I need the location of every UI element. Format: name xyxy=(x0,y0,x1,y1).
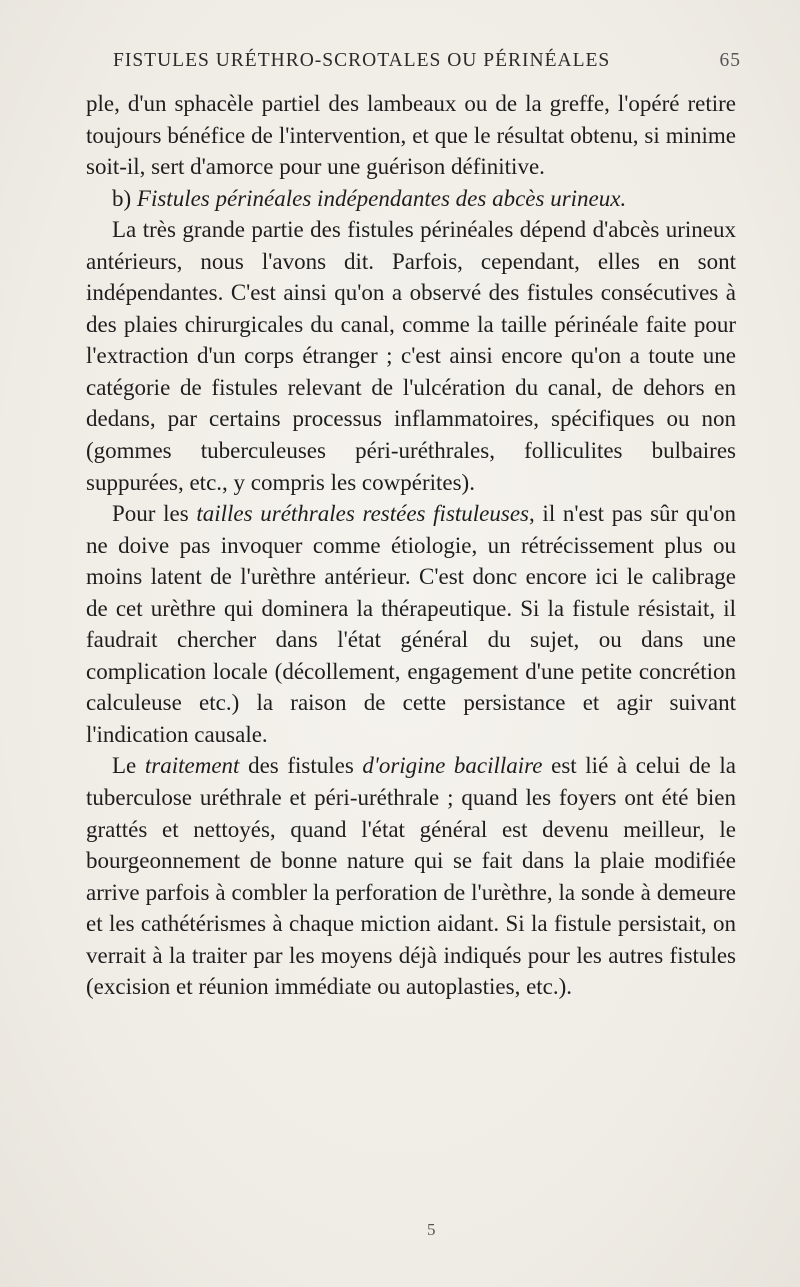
paragraph-text: Pour les xyxy=(112,501,197,527)
section-title: Fistules périnéales indépendantes des abcès urineux. xyxy=(136,185,627,211)
paragraph-text: est lié à celui de la tuberculose uréthrale et péri-uréthrale ; quand les foyers ont été bien grattés et nettoyés, quand l'état général est devenu meilleur, le bourgeonnement de bonne nature qui se fait dans la plaie modifiée arrive parfois à combler la perforation de l'urèthre, la sonde à demeure et les cathétérismes à chaque miction aidant. Si la fistule persistait, on verrait à la traiter par les moyens déjà indiqués pour les autres fistules (excision et réunion immédiate ou autoplasties, etc.). xyxy=(86,753,736,1000)
paragraph-continuation xyxy=(86,88,736,183)
paragraph-text: des fistules xyxy=(239,753,363,779)
section-marker: b) xyxy=(112,185,137,211)
body-text xyxy=(86,88,736,1003)
running-header xyxy=(113,50,741,80)
italic-term: tailles uréthrales restées fistuleuses xyxy=(196,501,529,527)
italic-term: d'origine bacillaire xyxy=(362,753,543,779)
italic-term: traitement xyxy=(144,753,240,779)
section-heading xyxy=(86,183,736,215)
page-number: 65 xyxy=(719,50,741,71)
paragraph-text: La très grande partie des fistules périnéales dépend d'abcès urineux antérieurs, nous l'avons dit. Parfois, cependant, elles en sont indépendantes. C'est ainsi qu'on a observé des fistules consécutives à des plaies chirurgicales du canal, comme la taille périnéale faite pour l'extraction d'un corps étranger ; c'est ainsi encore qu'on a toute une catégorie de fistules relevant de l'ulcération du canal, de dehors en dedans, par certains processus inflammatoires, spécifiques ou non (gommes tuberculeuses péri-uréthrales, folliculites bulbaires suppurées, etc., y compris les cowpérites). xyxy=(86,217,736,495)
running-title: FISTULES URÉTHRO-SCROTALES OU PÉRINÉALES xyxy=(113,50,611,71)
signature-mark: 5 xyxy=(427,1220,436,1239)
paragraph-text: , il n'est pas sûr qu'on ne doive pas invoquer comme étiologie, un rétrécissement plus ou moins latent de l'urèthre antérieur. C'est donc encore ici le calibrage de cet urèthre qui dominera la thérapeutique. Si la fistule résistait, il faudrait chercher dans l'état général du sujet, ou dans une complication locale (décollement, engagement d'une petite concrétion calculeuse etc.) la raison de cette persistance et agir suivant l'indication causale. xyxy=(86,501,737,747)
paragraph-text: ple, d'un sphacèle partiel des lambeaux ou de la greffe, l'opéré retire toujours bénéfice de l'intervention, et que le résultat obtenu, si minime soit-il, sert d'amorce pour une guérison définitive. xyxy=(86,91,736,180)
paragraph-tailles xyxy=(86,498,736,750)
paragraph-traitement xyxy=(86,750,736,1002)
paragraph-abces xyxy=(86,214,736,498)
paragraph-text: Le xyxy=(112,753,145,779)
